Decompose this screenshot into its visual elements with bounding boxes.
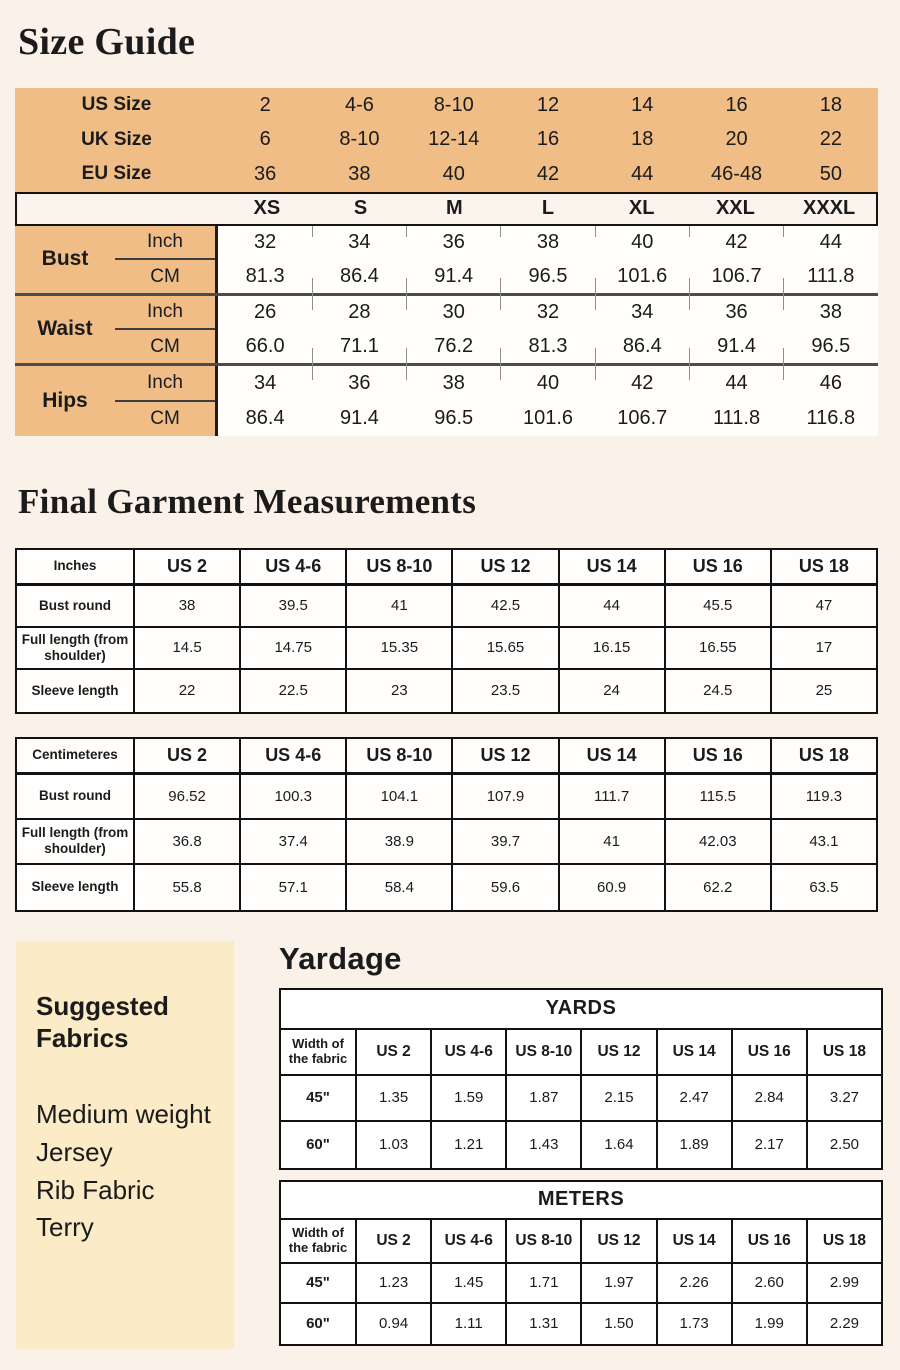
cell: 15.65 [453, 628, 559, 668]
size-row-us [15, 88, 878, 123]
measure-value: 38 [501, 226, 595, 260]
size-value: 8-10 [433, 93, 474, 116]
table-row [17, 820, 876, 865]
column-header: US 18 [798, 555, 849, 576]
size-value: 42 [536, 162, 560, 185]
cell: 0.94 [357, 1304, 432, 1344]
cell: 1.64 [582, 1122, 657, 1168]
letter-size-row [15, 192, 878, 226]
size-value: 46-48 [710, 162, 763, 185]
cell: 2.29 [829, 1315, 860, 1333]
cell: 39.7 [453, 820, 559, 863]
cell: 1.59 [432, 1076, 507, 1120]
width-of-fabric-label: Width of the fabric [281, 1030, 357, 1074]
measure-value: 44 [725, 371, 748, 394]
measure-value: 46 [819, 371, 842, 394]
cell: 42.03 [666, 820, 772, 863]
column-header: US 16 [666, 739, 772, 772]
cell: 104.1 [347, 775, 453, 818]
letter-size: XS [253, 197, 281, 220]
yardage-title: Yardage [279, 940, 402, 976]
row-label: Full length (from shoulder) [17, 628, 135, 668]
body-measure-group-bust [15, 226, 878, 296]
cell: 16.15 [560, 628, 666, 668]
column-header: US 8-10 [507, 1220, 582, 1262]
row-label: Bust round [17, 775, 135, 818]
letter-size: XXL [715, 197, 755, 220]
size-guide-table [15, 88, 878, 436]
column-header: US 12 [582, 1220, 657, 1262]
cell: 63.5 [809, 878, 839, 896]
measure-value: 32 [536, 301, 560, 324]
measure-value: 42 [631, 371, 654, 394]
table-row [17, 775, 876, 820]
measure-value: 36 [348, 371, 371, 394]
fabric-item: Medium weight [36, 1099, 211, 1130]
yards-header: YARDS [281, 990, 881, 1030]
table-row [281, 1264, 881, 1304]
cell: 1.11 [432, 1304, 507, 1344]
cell: 1.21 [432, 1122, 507, 1168]
table-row [281, 1076, 881, 1122]
cell: 2.60 [733, 1264, 808, 1302]
cell: 1.89 [658, 1122, 733, 1168]
column-header: US 14 [658, 1030, 733, 1074]
body-measure-label: Hips [15, 366, 115, 436]
size-row-label: US Size [81, 94, 152, 116]
measure-value: 40 [536, 371, 560, 394]
size-value: 16 [536, 128, 560, 151]
width-of-fabric-label: Width of the fabric [281, 1220, 357, 1262]
cell: 16.55 [666, 628, 772, 668]
size-value: 50 [819, 162, 842, 185]
column-header: US 16 [733, 1220, 808, 1262]
measure-value: 96.5 [501, 259, 595, 293]
measure-value: 32 [218, 226, 312, 260]
cell: 1.23 [357, 1264, 432, 1302]
cell: 1.73 [658, 1304, 733, 1344]
measure-value: 91.4 [407, 259, 501, 293]
fabric-item: Rib Fabric [36, 1174, 155, 1205]
column-header: US 14 [560, 550, 666, 583]
garment-table-centimeters [15, 737, 878, 912]
cell: 2.50 [829, 1136, 860, 1154]
column-header: US 2 [135, 550, 241, 583]
fabric-item: Terry [36, 1212, 94, 1243]
table-row [281, 1122, 881, 1168]
letter-size: XXXL [803, 197, 856, 220]
cell: 36.8 [135, 820, 241, 863]
cell: 47 [815, 597, 833, 615]
suggested-fabrics-panel [16, 941, 234, 1349]
cell: 58.4 [347, 865, 453, 910]
column-header: US 4-6 [432, 1030, 507, 1074]
size-value: 18 [819, 93, 842, 116]
size-conversion-block [15, 88, 878, 192]
meters-header: METERS [281, 1182, 881, 1220]
suggested-fabrics-heading: Suggested Fabrics [36, 990, 169, 1053]
measure-value: 96.5 [434, 406, 474, 429]
measure-value: 36 [407, 226, 501, 260]
cell: 24 [560, 670, 666, 712]
cell: 2.17 [733, 1122, 808, 1168]
size-value: 6 [259, 128, 271, 151]
letter-size: M [445, 197, 463, 220]
measure-value: 38 [819, 301, 842, 324]
cell: 1.03 [357, 1122, 432, 1168]
measure-value: 66.0 [218, 329, 312, 363]
cell: 14.5 [135, 628, 241, 668]
measure-value: 34 [631, 301, 654, 324]
row-label: Sleeve length [17, 670, 135, 712]
table-row [281, 1304, 881, 1344]
cell: 44 [560, 586, 666, 626]
measure-value: 81.3 [218, 259, 312, 293]
column-header: US 18 [822, 1231, 866, 1249]
measure-value: 86.4 [245, 406, 285, 429]
cell: 1.50 [582, 1304, 657, 1344]
garment-table-inches [15, 548, 878, 714]
cell: 115.5 [666, 775, 772, 818]
column-header: US 4-6 [432, 1220, 507, 1262]
cell: 1.31 [507, 1304, 582, 1344]
measure-value: 26 [254, 301, 277, 324]
size-value: 18 [631, 128, 654, 151]
fabric-width-label: 45" [281, 1264, 357, 1302]
unit-label-inch: Inch [115, 226, 215, 261]
table-row [17, 865, 876, 910]
measure-value: 38 [442, 371, 465, 394]
cell: 1.71 [507, 1264, 582, 1302]
table-row [17, 628, 876, 670]
yardage-table-meters [279, 1180, 883, 1346]
column-header: US 2 [135, 739, 241, 772]
fabric-width-label: 60" [281, 1122, 357, 1168]
cell: 100.3 [241, 775, 347, 818]
cell: 1.45 [432, 1264, 507, 1302]
size-value: 12 [536, 93, 560, 116]
cell: 42.5 [453, 586, 559, 626]
cell: 2.99 [829, 1274, 860, 1292]
measure-value: 101.6 [595, 259, 689, 293]
cell: 55.8 [135, 865, 241, 910]
size-value: 36 [254, 162, 277, 185]
size-row-eu [15, 157, 878, 192]
cell: 96.52 [135, 775, 241, 818]
unit-label-cm: CM [150, 265, 180, 287]
size-value: 12-14 [428, 128, 480, 151]
measure-value: 81.3 [501, 329, 595, 363]
page-title: Size Guide [18, 21, 196, 63]
size-value: 14 [631, 93, 654, 116]
size-value: 16 [725, 93, 748, 116]
cell: 2.15 [582, 1076, 657, 1120]
column-header: US 14 [560, 739, 666, 772]
row-label: Bust round [17, 586, 135, 626]
measure-value: 116.8 [806, 406, 856, 429]
cell: 25 [815, 682, 833, 700]
measure-value: 91.4 [689, 329, 783, 363]
letter-size: S [353, 197, 368, 220]
measure-value: 106.7 [689, 259, 783, 293]
cell: 22 [135, 670, 241, 712]
cell: 22.5 [241, 670, 347, 712]
cell: 107.9 [453, 775, 559, 818]
size-row-label: UK Size [81, 128, 152, 150]
cell: 1.99 [733, 1304, 808, 1344]
measure-value: 36 [725, 301, 748, 324]
measure-value: 91.4 [339, 406, 379, 429]
cell: 1.87 [507, 1076, 582, 1120]
cell: 1.35 [357, 1076, 432, 1120]
unit-header: Centimeteres [17, 739, 135, 772]
column-header: US 4-6 [241, 739, 347, 772]
cell: 62.2 [666, 865, 772, 910]
cell: 15.35 [347, 628, 453, 668]
column-header: US 14 [658, 1220, 733, 1262]
cell: 59.6 [453, 865, 559, 910]
cell: 111.7 [560, 775, 666, 818]
table-row [17, 670, 876, 712]
cell: 60.9 [560, 865, 666, 910]
unit-label-cm: CM [150, 407, 180, 429]
cell: 23 [347, 670, 453, 712]
cell: 17 [815, 639, 833, 657]
cell: 41 [560, 820, 666, 863]
cell: 1.97 [582, 1264, 657, 1302]
size-value: 38 [348, 162, 371, 185]
measure-value: 34 [254, 371, 277, 394]
column-header: US 8-10 [507, 1030, 582, 1074]
yardage-table-yards [279, 988, 883, 1170]
size-value: 2 [259, 93, 271, 116]
column-header: US 2 [357, 1030, 432, 1074]
measure-value: 106.7 [617, 406, 668, 429]
size-row-label: EU Size [81, 163, 152, 185]
fabric-width-label: 60" [281, 1304, 357, 1344]
measure-value: 44 [819, 231, 842, 254]
measure-value: 86.4 [595, 329, 689, 363]
body-measure-group-hips [15, 366, 878, 436]
column-header: US 12 [453, 550, 559, 583]
cell: 57.1 [241, 865, 347, 910]
fabric-width-label: 45" [281, 1076, 357, 1120]
body-measure-label: Bust [15, 226, 115, 293]
column-header: US 2 [357, 1220, 432, 1262]
cell: 37.4 [241, 820, 347, 863]
size-value: 40 [442, 162, 465, 185]
column-header: US 16 [733, 1030, 808, 1074]
cell: 39.5 [241, 586, 347, 626]
cell: 45.5 [666, 586, 772, 626]
body-measure-label: Waist [15, 296, 115, 363]
measure-value: 111.8 [807, 264, 855, 287]
cell: 1.43 [507, 1122, 582, 1168]
column-header: US 12 [453, 739, 559, 772]
size-value: 22 [819, 128, 842, 151]
cell: 41 [347, 586, 453, 626]
measure-value: 86.4 [312, 259, 406, 293]
measure-value: 96.5 [811, 334, 851, 357]
measure-value: 40 [595, 226, 689, 260]
measure-value: 71.1 [312, 329, 406, 363]
unit-label-inch: Inch [115, 296, 215, 331]
size-value: 20 [725, 128, 748, 151]
measure-value: 28 [348, 301, 371, 324]
column-header: US 18 [798, 744, 849, 765]
column-header: US 8-10 [347, 550, 453, 583]
cell: 38 [135, 586, 241, 626]
cell: 3.27 [829, 1089, 860, 1107]
cell: 2.84 [733, 1076, 808, 1120]
column-header: US 18 [822, 1042, 866, 1060]
cell: 2.47 [658, 1076, 733, 1120]
body-measure-group-waist [15, 296, 878, 366]
measure-value: 76.2 [407, 329, 501, 363]
cell: 38.9 [347, 820, 453, 863]
unit-label-cm: CM [150, 335, 180, 357]
column-header: US 4-6 [241, 550, 347, 583]
column-header: US 8-10 [347, 739, 453, 772]
cell: 23.5 [453, 670, 559, 712]
cell: 24.5 [666, 670, 772, 712]
cell: 2.26 [658, 1264, 733, 1302]
size-value: 4-6 [344, 93, 374, 116]
letter-size: L [541, 197, 555, 220]
fabric-item: Jersey [36, 1136, 113, 1167]
column-header: US 12 [582, 1030, 657, 1074]
table-row [17, 586, 876, 628]
row-label: Sleeve length [17, 865, 135, 910]
size-value: 8-10 [339, 128, 380, 151]
measure-value: 30 [442, 301, 465, 324]
unit-label-inch: Inch [115, 366, 215, 402]
garment-section-title: Final Garment Measurements [18, 481, 477, 521]
cell: 43.1 [809, 832, 839, 850]
size-value: 44 [631, 162, 654, 185]
measure-value: 42 [689, 226, 783, 260]
measure-value: 111.8 [713, 406, 761, 429]
cell: 14.75 [241, 628, 347, 668]
row-label: Full length (from shoulder) [17, 820, 135, 863]
unit-header: Inches [17, 550, 135, 583]
measure-value: 34 [312, 226, 406, 260]
cell: 119.3 [805, 787, 843, 805]
measure-value: 101.6 [522, 406, 574, 429]
size-row-uk [15, 123, 878, 158]
letter-size: XL [628, 197, 655, 220]
column-header: US 16 [666, 550, 772, 583]
